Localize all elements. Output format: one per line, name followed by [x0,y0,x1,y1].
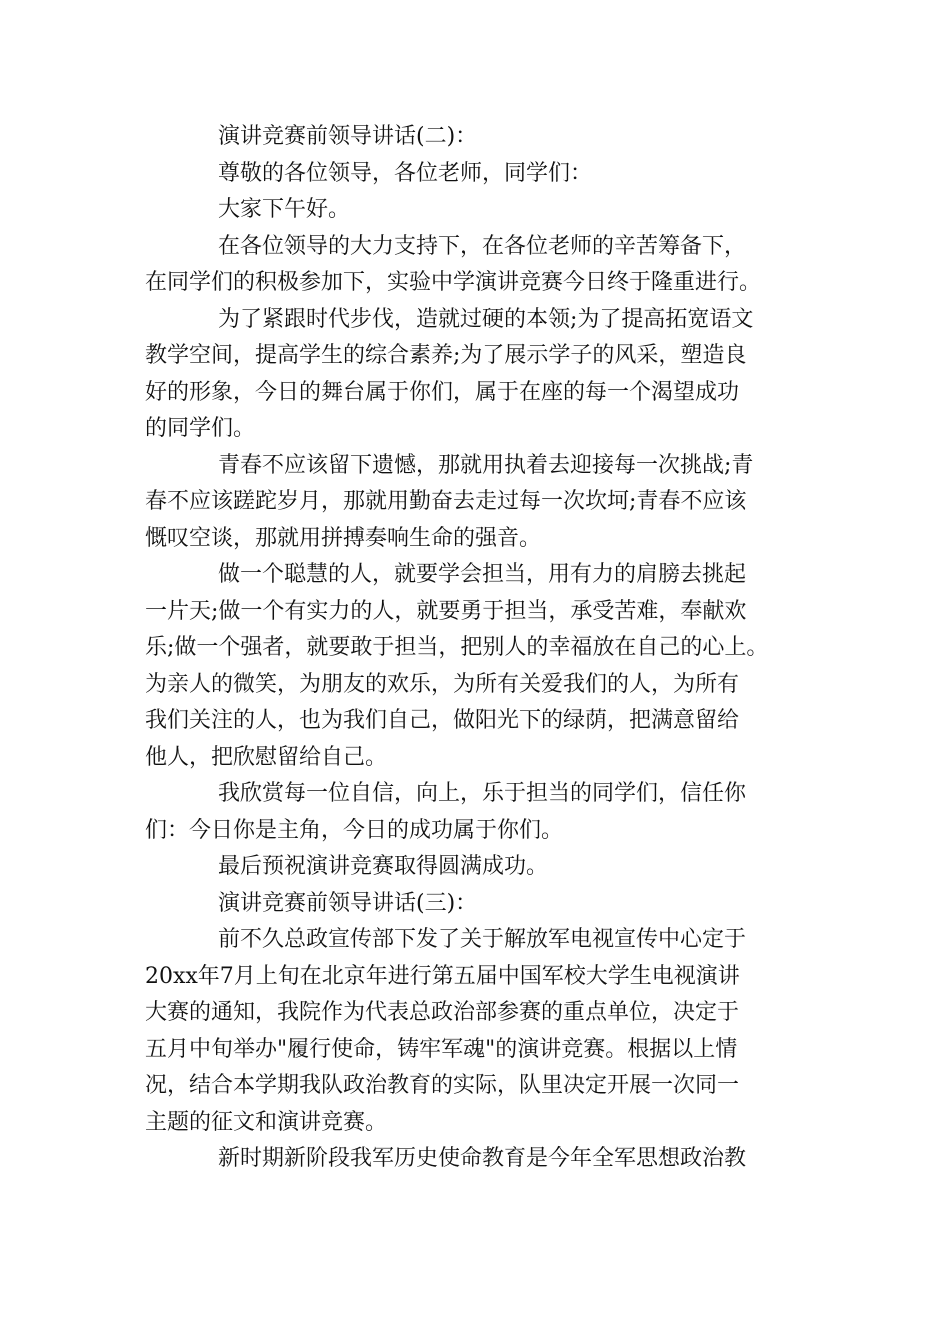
paragraph-line: 们：今日你是主角，今日的成功属于你们。 [145,817,564,843]
paragraph-line: 一片天;做一个有实力的人，就要勇于担当，承受苦难，奉献欢 [145,598,747,624]
paragraph-line: 为了紧跟时代步伐，造就过硬的本领;为了提高拓宽语文 [218,306,754,332]
paragraph-line: 为亲人的微笑，为朋友的欢乐，为所有关爱我们的人，为所有 [145,671,740,697]
closing-line: 最后预祝演讲竞赛取得圆满成功。 [218,854,549,879]
paragraph-line: 在各位领导的大力支持下，在各位老师的辛苦筹备下， [218,233,747,259]
paragraph-line: 在同学们的积极参加下，实验中学演讲竞赛今日终于隆重进行。 [145,270,762,295]
paragraph-line: 大赛的通知，我院作为代表总政治部参赛的重点单位，决定于 [145,1000,740,1025]
paragraph-line: 慨叹空谈，那就用拼搏奏响生命的强音。 [145,525,542,551]
paragraph-line: 青春不应该留下遗憾，那就用执着去迎接每一次挑战;青 [218,452,754,478]
section-heading-2: 演讲竞赛前领导讲话(二)： [218,124,478,149]
paragraph-line: 20xx年7月上旬在北京年进行第五届中国军校大学生电视演讲 [145,963,740,989]
paragraph-line: 五月中旬举办"履行使命，铸牢军魂"的演讲竞赛。根据以上情 [145,1036,738,1062]
paragraph-line: 我们关注的人，也为我们自己，做阳光下的绿荫，把满意留给 [145,708,740,733]
paragraph-line: 好的形象，今日的舞台属于你们，属于在座的每一个渴望成功 [145,379,740,405]
document-body [145,119,805,1178]
paragraph-line: 前不久总政宣传部下发了关于解放军电视宣传中心定于 [218,927,747,952]
greeting-line: 大家下午好。 [218,197,351,222]
section-heading-3: 演讲竞赛前领导讲话(三)： [218,890,478,916]
paragraph-line: 他人，把欣慰留给自己。 [145,744,388,770]
paragraph-line: 乐;做一个强者，就要敢于担当，把别人的幸福放在自己的心上。 [145,635,769,660]
paragraph-line: 况，结合本学期我队政治教育的实际，队里决定开展一次同一 [145,1073,740,1098]
paragraph-line: 新时期新阶段我军历史使命教育是今年全军思想政治教 [218,1146,747,1171]
paragraph-line: 主题的征文和演讲竞赛。 [145,1109,388,1135]
paragraph-line: 的同学们。 [145,416,256,441]
paragraph-line: 春不应该蹉跎岁月，那就用勤奋去走过每一次坎坷;青春不应该 [145,489,747,514]
paragraph-line: 教学空间，提高学生的综合素养;为了展示学子的风采，塑造良 [145,343,747,368]
paragraph-line: 我欣赏每一位自信，向上，乐于担当的同学们，信任你 [218,781,747,806]
paragraph-line: 做一个聪慧的人，就要学会担当，用有力的肩膀去挑起 [218,562,747,587]
salutation-line: 尊敬的各位领导，各位老师，同学们： [218,160,593,186]
